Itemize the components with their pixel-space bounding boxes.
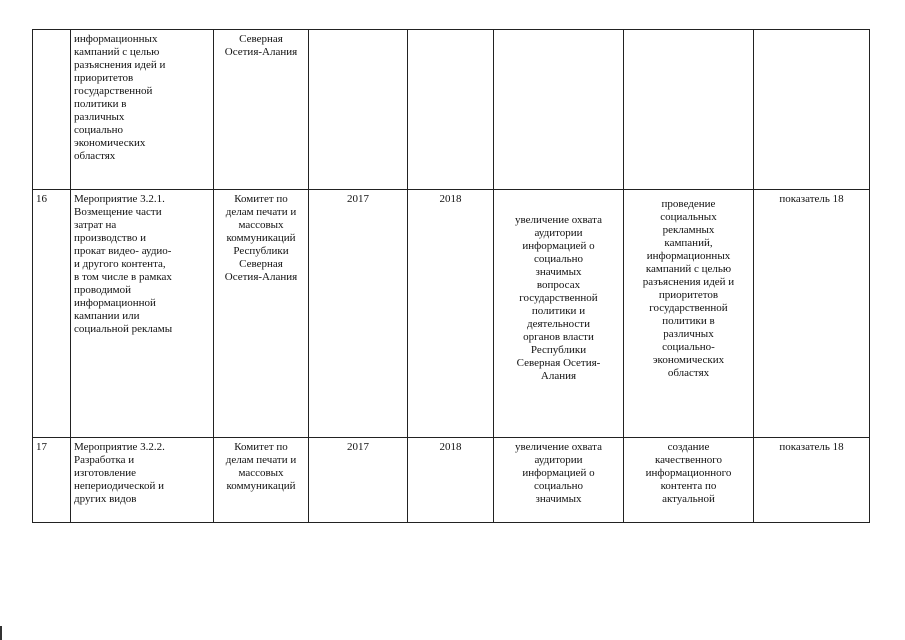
expected-result bbox=[494, 30, 624, 190]
table-row bbox=[33, 190, 870, 438]
measure-content: создание качественного информационного контента по актуальной bbox=[624, 438, 754, 523]
measure-content: проведение социальных рекламных кампаний, информационных кампаний с целью разъяснения идей и приоритетов государственной политики в различных социально- экономических областях bbox=[624, 190, 754, 438]
table-row bbox=[33, 30, 870, 190]
expected-result: увеличение охвата аудитории информацией о социально значимых bbox=[494, 438, 624, 523]
page-edge-marker bbox=[0, 626, 2, 640]
table-row bbox=[33, 438, 870, 523]
row-number: 17 bbox=[33, 438, 71, 523]
expected-result: увеличение охвата аудитории информацией о социально значимых вопросах государственной политики и деятельности органов власти Республики Северная Осетия- Алания bbox=[494, 190, 624, 438]
executor: Комитет по делам печати и массовых коммуникаций Республики Северная Осетия-Алания bbox=[214, 190, 309, 438]
start-year: 2017 bbox=[309, 438, 408, 523]
indicator: показатель 18 bbox=[754, 438, 870, 523]
row-number bbox=[33, 30, 71, 190]
row-number: 16 bbox=[33, 190, 71, 438]
executor: Северная Осетия-Алания bbox=[214, 30, 309, 190]
start-year: 2017 bbox=[309, 190, 408, 438]
executor: Комитет по делам печати и массовых коммуникаций bbox=[214, 438, 309, 523]
measure-content bbox=[624, 30, 754, 190]
end-year: 2018 bbox=[408, 438, 494, 523]
measure-name: Мероприятие 3.2.1. Возмещение части затрат на производство и прокат видео- аудио- и другого контента, в том числе в рамках проводимой информационной кампании или социальной рекламы bbox=[71, 190, 214, 438]
end-year bbox=[408, 30, 494, 190]
program-table bbox=[32, 29, 870, 523]
measure-name: информационных кампаний с целью разъяснения идей и приоритетов государственной политики в различных социально экономических областях bbox=[71, 30, 214, 190]
measure-name: Мероприятие 3.2.2. Разработка и изготовление непериодической и других видов bbox=[71, 438, 214, 523]
start-year bbox=[309, 30, 408, 190]
indicator: показатель 18 bbox=[754, 190, 870, 438]
indicator bbox=[754, 30, 870, 190]
end-year: 2018 bbox=[408, 190, 494, 438]
